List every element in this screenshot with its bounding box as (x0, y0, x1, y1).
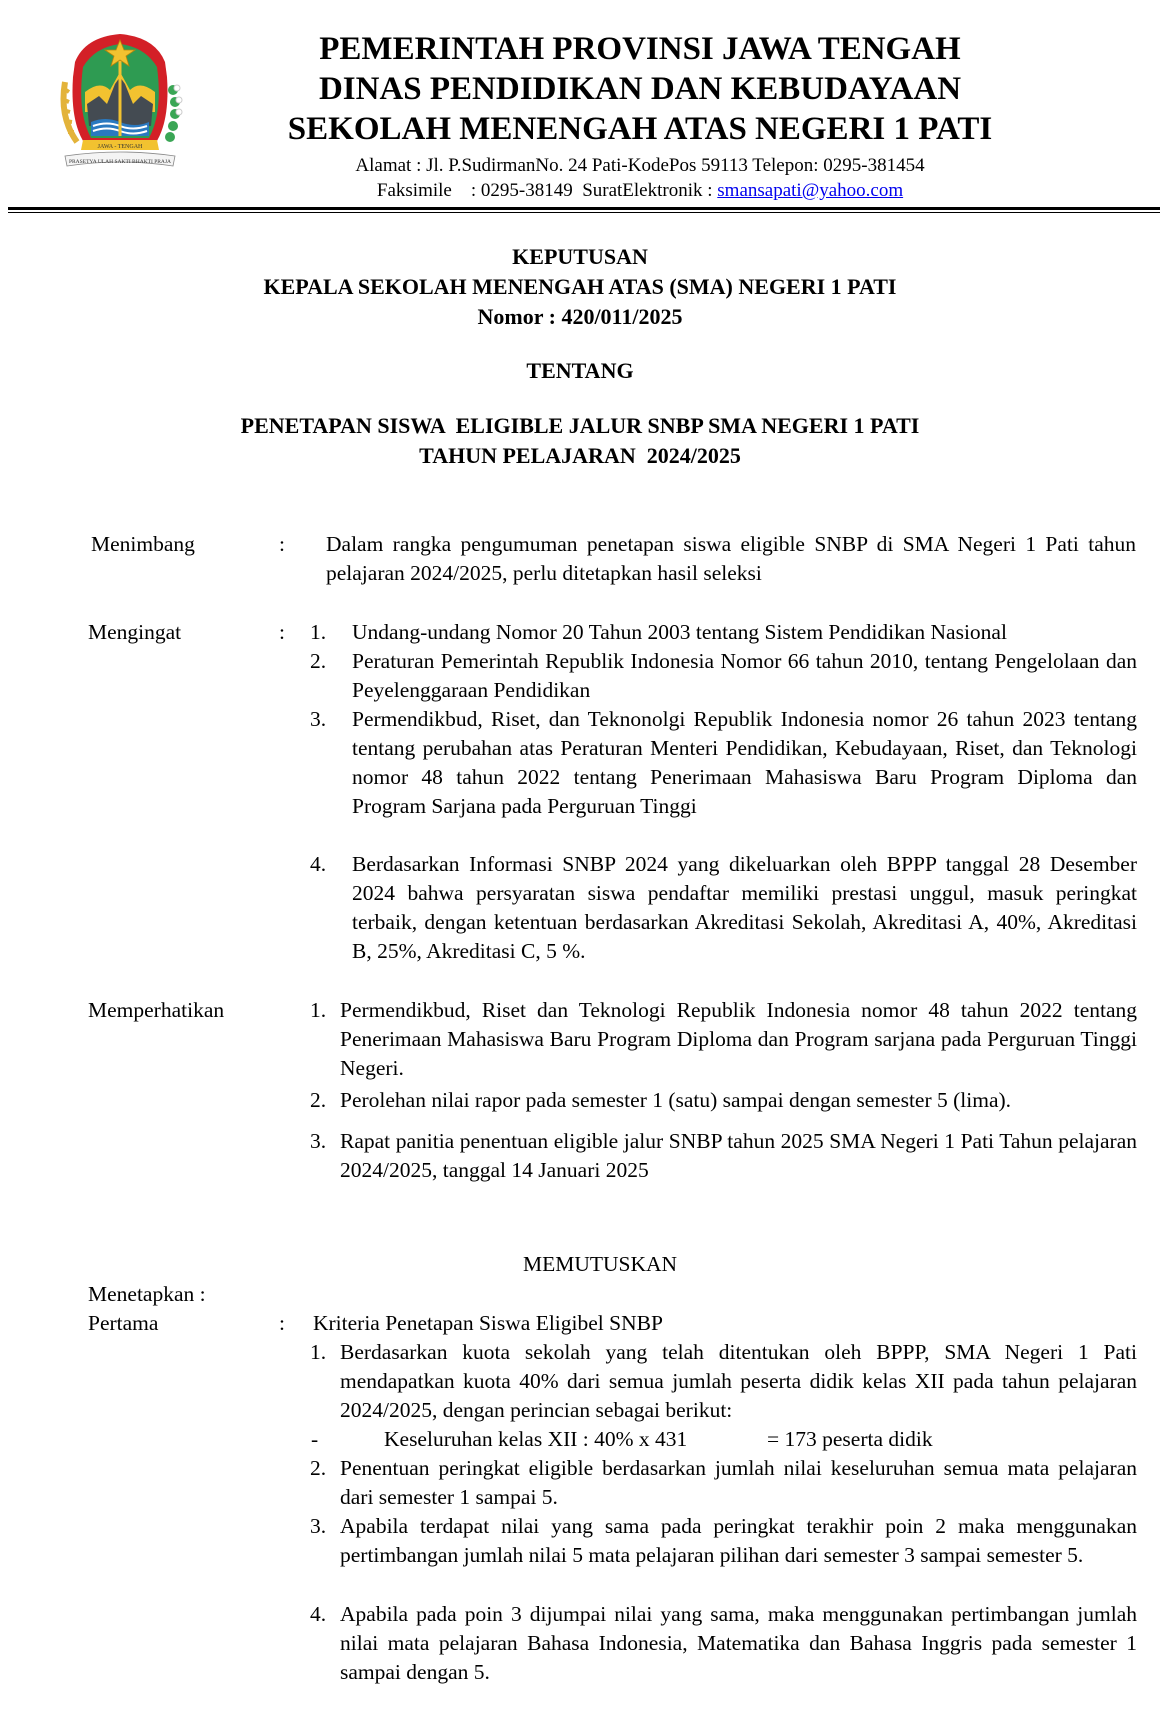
menetapkan-label: Menetapkan : (88, 1282, 206, 1306)
letterhead-contact (200, 180, 1080, 202)
sub-bullet-result: = 173 peserta didik (767, 1427, 933, 1451)
sub-bullet-dash: - (311, 1427, 319, 1451)
memperhatikan-item-text: Rapat panitia penentuan eligible jalur SNBP tahun 2025 SMA Negeri 1 Pati Tahun pelajaran 2024/2025, tanggal 14 Januari 2025 (340, 1129, 1137, 1182)
pertama-label: Pertama (88, 1311, 159, 1335)
letterhead-department: DINAS PENDIDIKAN DAN KEBUDAYAAN (318, 71, 962, 107)
mengingat-item-number: 1. (310, 620, 327, 644)
decree-number: Nomor : 420/011/2025 (477, 304, 683, 329)
memperhatikan-item-text: Perolehan nilai rapor pada semester 1 (satu) sampai dengan semester 5 (lima). (340, 1088, 1012, 1112)
mengingat-label: Mengingat (88, 620, 182, 644)
menimbang-colon: : (279, 532, 285, 556)
sub-bullet-calculation: Keseluruhan kelas XII : 40% x 431 (384, 1427, 688, 1451)
emblem-caption: JAWA - TENGAH (97, 144, 143, 150)
mengingat-item-number: 3. (310, 707, 327, 731)
keputusan-item-text: Berdasarkan kuota sekolah yang telah ditentukan oleh BPPP, SMA Negeri 1 Pati mendapatkan kuota 40% dari semua jumlah peserta didik kelas XII pada tahun pelajaran 2024/2025, dengan perincian sebagai berikut: (340, 1340, 1137, 1422)
decree-title: KEPUTUSAN (512, 244, 648, 269)
decree-tentang: TENTANG (526, 358, 634, 383)
mengingat-item-number: 2. (310, 649, 327, 673)
menimbang-label: Menimbang (91, 532, 195, 556)
keputusan-item-text: Apabila terdapat nilai yang sama pada peringkat terakhir poin 2 maka menggunakan pertimbangan jumlah nilai 5 mata pelajaran pilihan dari semester 3 sampai semester 5. (340, 1514, 1137, 1567)
keputusan-item-number: 2. (310, 1456, 327, 1480)
memperhatikan-item-text: Permendikbud, Riset dan Teknologi Republik Indonesia nomor 48 tahun 2022 tentang Penerimaan Mahasiswa Baru Program Diploma dan Program sarjana pada Perguruan Tinggi Negeri. (340, 998, 1137, 1080)
pertama-colon: : (279, 1311, 285, 1335)
memperhatikan-item-number: 3. (310, 1129, 327, 1153)
jawa-tengah-emblem-logo (55, 22, 185, 172)
letterhead-address: Alamat : Jl. P.SudirmanNo. 24 Pati-KodePos 59113 Telepon: 0295-381454 (355, 155, 925, 176)
keputusan-item-number: 4. (310, 1602, 327, 1626)
decree-issuer: KEPALA SEKOLAH MENENGAH ATAS (SMA) NEGERI 1 PATI (263, 274, 897, 299)
letterhead-divider-thin (8, 212, 1160, 213)
keputusan-item-text: Apabila pada poin 3 dijumpai nilai yang sama, maka menggunakan pertimbangan jumlah nilai mata pelajaran Bahasa Indonesia, Matematika dan Bahasa Inggris pada semester 1 sampai dengan 5. (340, 1602, 1137, 1684)
decree-subject-line1: PENETAPAN SISWA ELIGIBLE JALUR SNBP SMA NEGERI 1 PATI (240, 413, 920, 438)
letterhead-government: PEMERINTAH PROVINSI JAWA TENGAH (319, 31, 961, 67)
mengingat-item-text: Berdasarkan Informasi SNBP 2024 yang dikeluarkan oleh BPPP tanggal 28 Desember 2024 bahwa persyaratan siswa pendaftar memiliki prestasi unggul, masuk peringkat terbaik, dengan ketentuan berdasarkan Akreditasi Sekolah, Akreditasi A, 40%, Akreditasi B, 25%, Akreditasi C, 5 %. (352, 852, 1137, 963)
keputusan-item-text: Penentuan peringkat eligible berdasarkan jumlah nilai keseluruhan semua mata pelajaran dari semester 1 sampai 5. (340, 1456, 1137, 1509)
memperhatikan-item-number: 2. (310, 1088, 327, 1112)
mengingat-item-text: Permendikbud, Riset, dan Teknonolgi Republik Indonesia nomor 26 tahun 2023 tentang tentang perubahan atas Peraturan Menteri Pendidikan, Kebudayaan, Riset, dan Teknologi nomor 48 tahun 2022 tentang Penerimaan Mahasiswa Baru Program Diploma dan Program Sarjana pada Perguruan Tinggi (352, 707, 1137, 818)
memutuskan-heading: MEMUTUSKAN (522, 1252, 678, 1276)
fax-label: Faksimile : 0295-38149 SuratElektronik : (376, 180, 718, 201)
menimbang-text: Dalam rangka pengumuman penetapan siswa eligible SNBP di SMA Negeri 1 Pati tahun pelajaran 2024/2025, perlu ditetapkan hasil seleksi (326, 532, 1136, 585)
memperhatikan-label: Memperhatikan (88, 998, 225, 1022)
mengingat-colon: : (279, 620, 285, 644)
email-link[interactable]: smansapati@yahoo.com (717, 180, 904, 201)
mengingat-item-text: Peraturan Pemerintah Republik Indonesia Nomor 66 tahun 2010, tentang Pengelolaan dan Peyelenggaraan Pendidikan (352, 649, 1137, 702)
letterhead-divider-thick (8, 207, 1160, 210)
keputusan-item-number: 1. (310, 1340, 327, 1364)
mengingat-item-text: Undang-undang Nomor 20 Tahun 2003 tentang Sistem Pendidikan Nasional (352, 620, 1007, 644)
decree-subject-line2: TAHUN PELAJARAN 2024/2025 (419, 443, 741, 468)
memperhatikan-item-number: 1. (310, 998, 327, 1022)
letterhead-school: SEKOLAH MENENGAH ATAS NEGERI 1 PATI (287, 111, 993, 147)
mengingat-item-number: 4. (310, 852, 327, 876)
keputusan-item-number: 3. (310, 1514, 327, 1538)
emblem-motto: PRASETYA ULAH SAKTI BHAKTI PRAJA (68, 159, 172, 165)
pertama-title: Kriteria Penetapan Siswa Eligibel SNBP (313, 1311, 663, 1335)
